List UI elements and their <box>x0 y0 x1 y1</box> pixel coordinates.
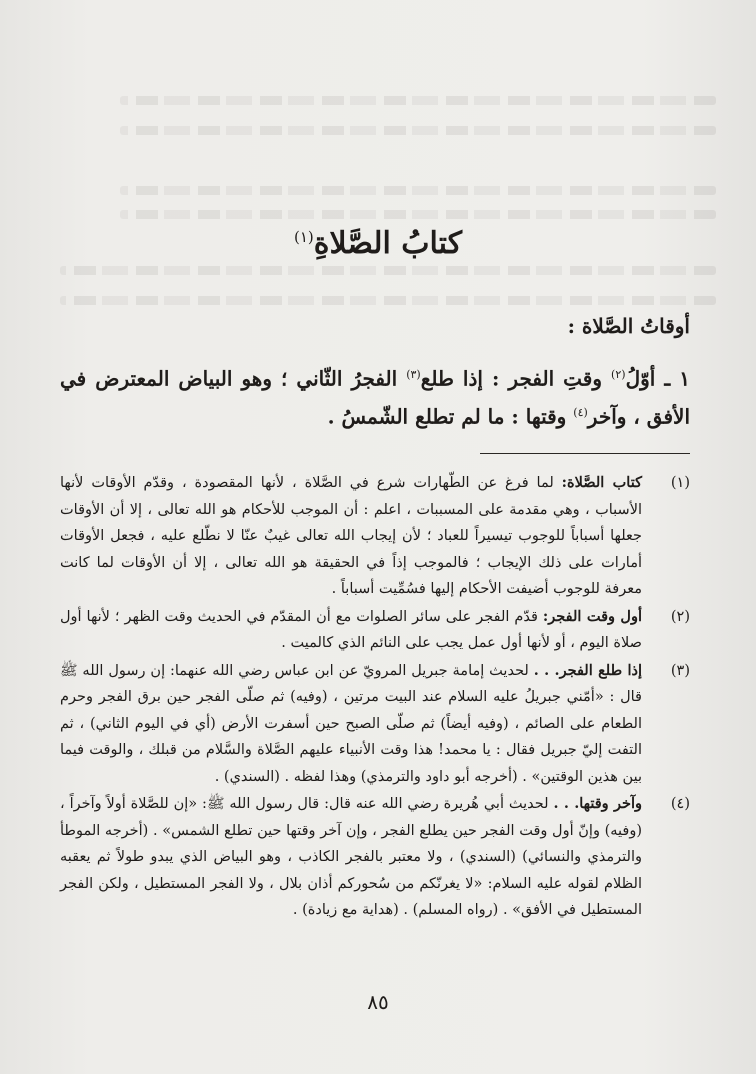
bleed-through-line <box>120 210 716 219</box>
footnote-ref: (٣) <box>406 368 421 381</box>
bleed-through-line <box>120 186 716 195</box>
footnote-item <box>60 791 690 924</box>
chapter-title-text: كتابُ الصَّلاةِ <box>313 226 463 261</box>
footnote-heading: كتاب الصَّلاة: <box>561 474 642 491</box>
chapter-title <box>0 226 756 261</box>
main-text-part: الفجرُ الثّاني ؛ وهو البياض المعترض في الأفق ، وآخر <box>60 366 690 429</box>
footnote-item <box>60 470 690 603</box>
footnotes <box>60 470 690 925</box>
footnote-number: (٣) <box>670 662 690 679</box>
main-text-part: وقتها : ما لم تطلع الشّمسُ . <box>327 404 574 429</box>
footnote-item <box>60 658 690 791</box>
main-text-part: ١ ـ أوّلُ <box>625 366 690 391</box>
footnote-text: لحديث أبي هُريرة رضي الله عنه قال: قال رسول الله ﷺ: «إن للصَّلاة أولاً وآخراً ، (وفيه) وإنّ أول وقت الفجر حين يطلع الفجر ، وإن آخر وقتها حين تطلع الشمس» . (أخرجه الموطأ والترمذي والنسائي) (السندي) ، ولا معتبر بالفجر الكاذب ، وهو البياض الذي يبدو طولاً ثم يعقبه الظلام لقوله عليه السلام: «لا يغرنّكم من سُحوركم أذان بلال ، ولا الفجر المستطيل ، ولكن الفجر المستطيل في الأفق» . (رواه المسلم) . (هداية مع زيادة) . <box>60 796 642 918</box>
footnote-text: قدّم الفجر على سائر الصلوات مع أن المقدّم في الحديث وقت الظهر ؛ لأنها أول صلاة اليوم ، أو لأنها أول عمل يجب على النائم الذي كالميت . <box>60 608 642 651</box>
footnote-text: لحديث إمامة جبريل المرويّ عن ابن عباس رضي الله عنهما: إن رسول الله ﷺ قال : «أمّني جبريلُ عليه السلام عند البيت مرتين ، (وفيه) ثم صلّى الفجر حين برق الفجر وحرم الطعام على الصائم ، (وفيه أيضاً) ثم صلّى الصبح حين أسفرت الأرض (أي في اليوم الثاني) ، ثم التفت إليّ جبريل فقال : يا محمد! هذا وقت الأنبياء عليهم الصَّلاة والسَّلام من قبلك ، والوقت فيما بين هذين الوقتين» . (أخرجه أبو داود والترمذي) وهذا لفظه . (السندي) . <box>60 662 642 785</box>
footnote-heading: وآخر وقتها. . . <box>553 795 642 812</box>
bleed-through-line <box>120 126 716 135</box>
footnote-ref: (٤) <box>573 405 588 419</box>
section-heading: أوقاتُ الصَّلاة : <box>567 314 690 338</box>
footnote-number: (٢) <box>670 608 690 625</box>
bleed-through-line <box>60 296 716 305</box>
footnote-item <box>60 604 690 657</box>
page-number: ٨٥ <box>367 990 389 1014</box>
footnote-number: (١) <box>670 475 690 491</box>
chapter-footnote-ref: (١) <box>293 228 314 246</box>
footnote-number: (٤) <box>670 796 690 812</box>
bleed-through-line <box>120 96 716 105</box>
main-paragraph <box>60 358 690 433</box>
bleed-through-line <box>60 266 716 275</box>
footnote-heading: إذا طلع الفجر. . . <box>533 661 642 679</box>
footnote-divider <box>480 453 690 454</box>
main-text-part: وقتِ الفجر : إذا طلع <box>420 366 612 391</box>
footnote-heading: أول وقت الفجر: <box>542 607 642 625</box>
footnote-ref: (٢) <box>611 368 626 381</box>
footnote-text: لما فرغ عن الطّهارات شرع في الصَّلاة ، لأنها المقصودة ، وقدّم الأوقات لأنها الأسباب ، وهي مقدمة على المسببات ، اعلم : أن الموجب للأحكام هو الله تعالى ، إلا أن الأوقات جعلها أسباباً للوجوب تيسيراً للعباد ؛ لأن إيجاب الله تعالى غيبٌ عنّا لا نطّلع عليه ، فجعل الأوقات أمارات على ذلك الإيجاب ؛ فالموجب إذاً في الحقيقة هو الله تعالى ، إلا أن الأوقات لما كانت معرفة للوجوب أضيفت الأحكام إليها فسُمِّيت أسباباً . <box>60 475 642 597</box>
